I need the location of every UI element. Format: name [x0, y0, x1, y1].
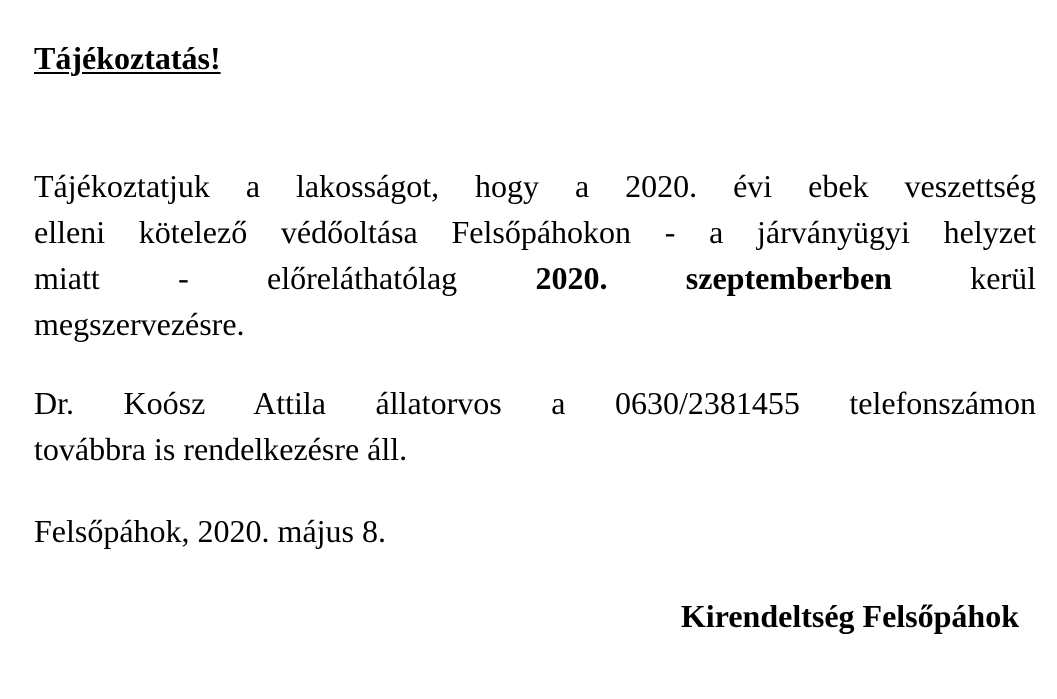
notice-line-2: elleni kötelező védőoltása Felsőpáhokon - a járványügyi helyzet [34, 214, 1036, 250]
notice-line-4: megszervezésre. [34, 306, 245, 342]
place-date-paragraph [34, 508, 1036, 554]
notice-line-3-dash: - [178, 260, 189, 296]
signature: Kirendeltség Felsőpáhok [680, 598, 1019, 634]
notice-line-3-word-elorelathatolag: előreláthatólag [267, 260, 458, 296]
document-title: Tájékoztatás! [34, 40, 221, 76]
contact-line-2: továbbra is rendelkezésre áll. [34, 431, 408, 467]
notice-paragraph [34, 163, 1036, 347]
notice-line-3 [34, 255, 1036, 301]
notice-line-3-word-kerul: kerül [970, 260, 1037, 296]
contact-paragraph [34, 380, 1036, 472]
notice-line-1: Tájékoztatjuk a lakosságot, hogy a 2020. évi ebek veszettség [34, 168, 1036, 204]
contact-line-1: Dr. Koósz Attila állatorvos a 0630/2381455 telefonszámon [34, 385, 1036, 421]
place-date: Felsőpáhok, 2020. május 8. [34, 513, 386, 549]
notice-line-3-word-miatt: miatt [34, 260, 100, 296]
notice-highlight-date: 2020. szeptemberben [535, 260, 892, 296]
